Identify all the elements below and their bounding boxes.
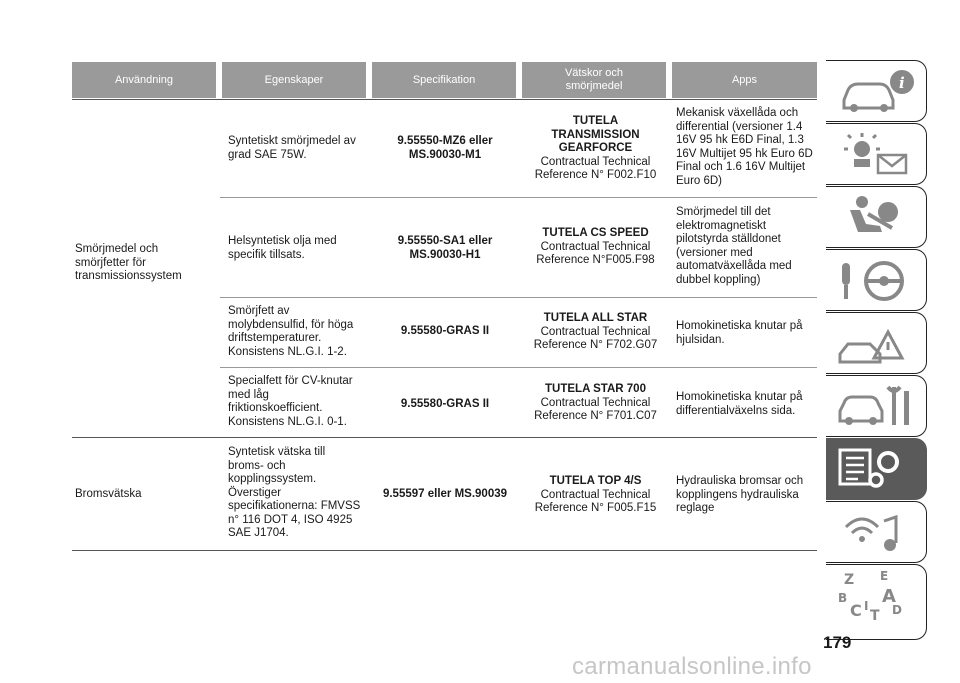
header-fluids: Vätskor och smörjmedel bbox=[522, 62, 666, 98]
header-divider bbox=[72, 99, 817, 100]
index-letter: B bbox=[838, 591, 848, 605]
index-letter: A bbox=[882, 586, 896, 607]
row4-specification: 9.55580-GRAS II bbox=[400, 398, 490, 410]
row3-fluid-reference: Contractual Technical Reference N° F702.G07 bbox=[533, 325, 658, 351]
index-letter: T bbox=[870, 608, 880, 624]
airbag-seat-icon bbox=[836, 192, 916, 242]
row4-fluid-name: TUTELA STAR 700 bbox=[545, 383, 646, 395]
header-usage: Användning bbox=[72, 62, 216, 98]
row4-properties: Specialfett för CV-knutar med låg friktionskoefficient. Konsistens NL.G.I. 0-1. bbox=[228, 375, 353, 428]
row5-fluid-name: TUTELA TOP 4/S bbox=[549, 475, 642, 487]
key-steering-icon bbox=[836, 255, 916, 305]
row3-specification: 9.55580-GRAS II bbox=[400, 325, 490, 337]
tab-car-info[interactable] bbox=[826, 60, 927, 122]
row-divider bbox=[220, 197, 817, 198]
group-divider bbox=[72, 437, 817, 438]
road-hazard-icon bbox=[836, 318, 916, 368]
usage-transmission: Smörjmedel och smörjfetter för transmissionssystem bbox=[75, 243, 182, 282]
row5-properties: Syntetisk vätska till broms- och kopplingssystem. Överstiger specifikationerna: FMVSS n° 116 DOT 4, ISO 4925 SAE J1704. bbox=[228, 446, 361, 539]
row5-apps: Hydrauliska bromsar och kopplingens hydrauliska reglage bbox=[676, 475, 804, 514]
row2-apps: Smörjmedel till det elektromagnetiskt pilotstyrda ställdonet (versioner med automatväxellåda med dubbel koppling) bbox=[676, 206, 792, 286]
car-tools-icon bbox=[836, 381, 916, 431]
header-specification: Specifikation bbox=[372, 62, 516, 98]
index-letter: C bbox=[850, 601, 862, 620]
row3-fluid bbox=[528, 312, 663, 353]
row2-properties: Helsyntetisk olja med specifik tillsats. bbox=[228, 235, 337, 261]
row5-specification: 9.55597 eller MS.90039 bbox=[382, 488, 508, 500]
row-divider bbox=[220, 297, 817, 298]
tab-maintenance[interactable] bbox=[826, 375, 927, 437]
row4-fluid-reference: Contractual Technical Reference N° F701.C07 bbox=[534, 396, 657, 422]
header-properties: Egenskaper bbox=[222, 62, 366, 98]
row2-fluid bbox=[528, 227, 663, 268]
page-number: 179 bbox=[823, 633, 852, 652]
row1-fluid-reference: Contractual Technical Reference N° F002.F10 bbox=[534, 155, 657, 181]
warning-lights-icon bbox=[836, 129, 916, 179]
multimedia-icon bbox=[836, 507, 916, 557]
index-letter: Z bbox=[844, 572, 855, 588]
row5-fluid-reference: Contractual Technical Reference N° F005.F15 bbox=[534, 488, 657, 514]
row1-apps: Mekanisk växellåda och differential (versioner 1.4 16V 95 hk E6D Final, 1.3 16V Multijet 95 hk Euro 6D Final och 1.6 16V Multijet Euro 6D) bbox=[676, 107, 813, 187]
row5-fluid bbox=[528, 475, 663, 516]
table-bottom-border bbox=[72, 550, 817, 551]
table-header bbox=[72, 62, 817, 98]
tab-starting-driving[interactable] bbox=[826, 249, 927, 311]
row1-fluid-name: TUTELA TRANSMISSION GEARFORCE bbox=[551, 115, 640, 154]
alphabetical-index-icon bbox=[836, 570, 916, 634]
specs-gear-icon bbox=[836, 444, 916, 494]
tab-technical-data[interactable] bbox=[826, 438, 927, 500]
car-info-icon bbox=[836, 66, 916, 116]
row2-fluid-reference: Contractual Technical Reference N°F005.F98 bbox=[536, 240, 655, 266]
tab-index[interactable] bbox=[826, 564, 927, 640]
row3-fluid-name: TUTELA ALL STAR bbox=[543, 312, 648, 324]
index-letter: I bbox=[864, 599, 869, 613]
usage-brake-fluid: Bromsvätska bbox=[75, 488, 142, 500]
row3-apps: Homokinetiska knutar på hjulsidan. bbox=[676, 320, 803, 346]
tab-safety[interactable] bbox=[826, 186, 927, 248]
row4-apps: Homokinetiska knutar på differentialväxelns sida. bbox=[676, 391, 803, 417]
row2-fluid-name: TUTELA CS SPEED bbox=[542, 227, 649, 239]
row4-fluid bbox=[528, 383, 663, 424]
row1-properties: Syntetiskt smörjmedel av grad SAE 75W. bbox=[228, 135, 356, 161]
row1-fluid bbox=[528, 115, 663, 183]
tab-multimedia[interactable] bbox=[826, 501, 927, 563]
svg-text:i: i bbox=[899, 74, 905, 92]
header-apps: Apps bbox=[672, 62, 817, 98]
watermark: carmanualsonline.info bbox=[572, 653, 812, 680]
tab-emergency[interactable] bbox=[826, 312, 927, 374]
row1-specification: 9.55550-MZ6 eller MS.90030-M1 bbox=[397, 135, 493, 161]
index-letter: E bbox=[880, 570, 889, 583]
row3-properties: Smörjfett av molybdensulfid, för höga driftstemperaturer. Konsistens NL.G.I. 1-2. bbox=[228, 305, 354, 358]
row2-specification: 9.55550-SA1 eller MS.90030-H1 bbox=[397, 235, 493, 261]
tab-warning-lights[interactable] bbox=[826, 123, 927, 185]
index-letter: D bbox=[892, 603, 902, 617]
row-divider bbox=[220, 367, 817, 368]
